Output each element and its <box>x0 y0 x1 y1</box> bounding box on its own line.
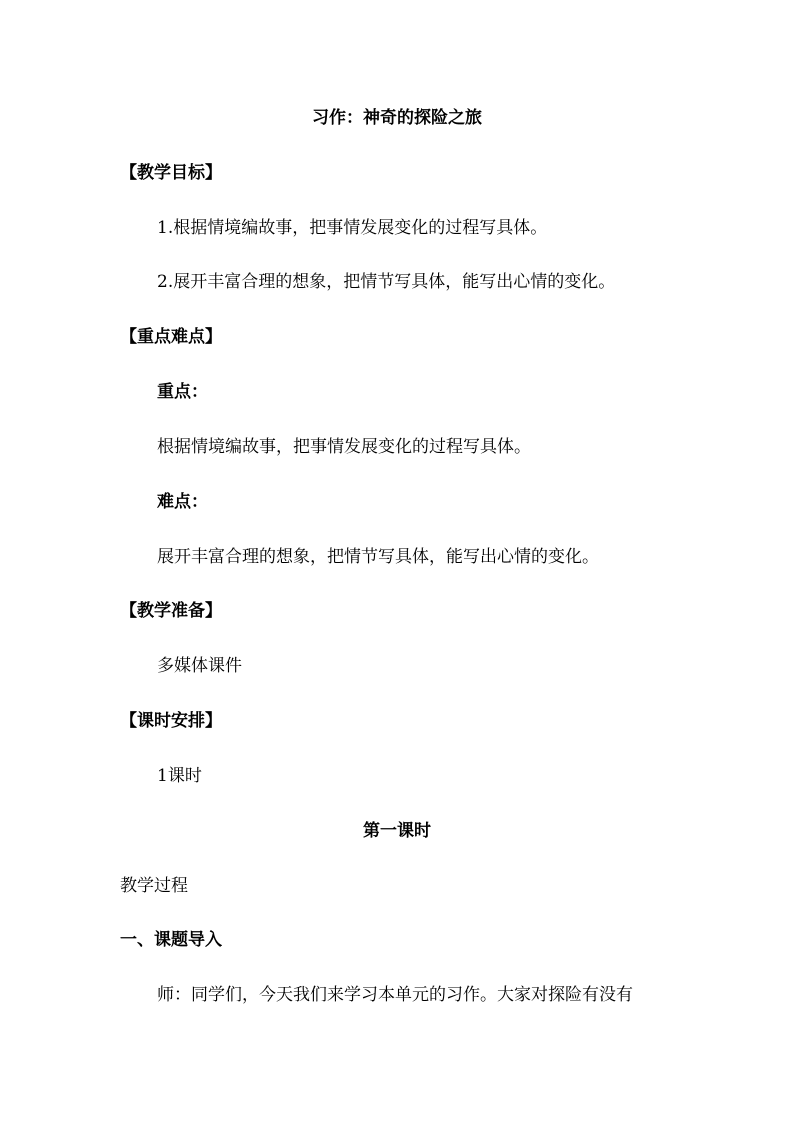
section-heading-schedule: 【课时安排】 <box>120 711 222 731</box>
difficulty-label: 难点： <box>157 492 208 512</box>
key-point-text: 根据情境编故事，把事情发展变化的过程写具体。 <box>157 437 531 457</box>
preparation-text: 多媒体课件 <box>157 656 242 676</box>
section-heading-goals: 【教学目标】 <box>120 163 222 183</box>
goal-item-1: 1.根据情境编故事，把事情发展变化的过程写具体。 <box>157 218 548 238</box>
section-heading-preparation: 【教学准备】 <box>120 601 222 621</box>
document-title: 习作：神奇的探险之旅 <box>312 108 482 128</box>
teaching-process-label: 教学过程 <box>120 876 188 896</box>
difficulty-text: 展开丰富合理的想象，把情节写具体，能写出心情的变化。 <box>157 547 599 567</box>
part-1-heading: 一、课题导入 <box>120 930 222 950</box>
part-1-text: 师：同学们，今天我们来学习本单元的习作。大家对探险有没有 <box>157 985 633 1005</box>
goal-item-2: 2.展开丰富合理的想象，把情节写具体，能写出心情的变化。 <box>157 272 616 292</box>
lesson-title: 第一课时 <box>363 821 431 841</box>
key-point-label: 重点： <box>157 382 208 402</box>
schedule-text: 1课时 <box>157 766 202 786</box>
section-heading-key-points: 【重点难点】 <box>120 327 222 347</box>
